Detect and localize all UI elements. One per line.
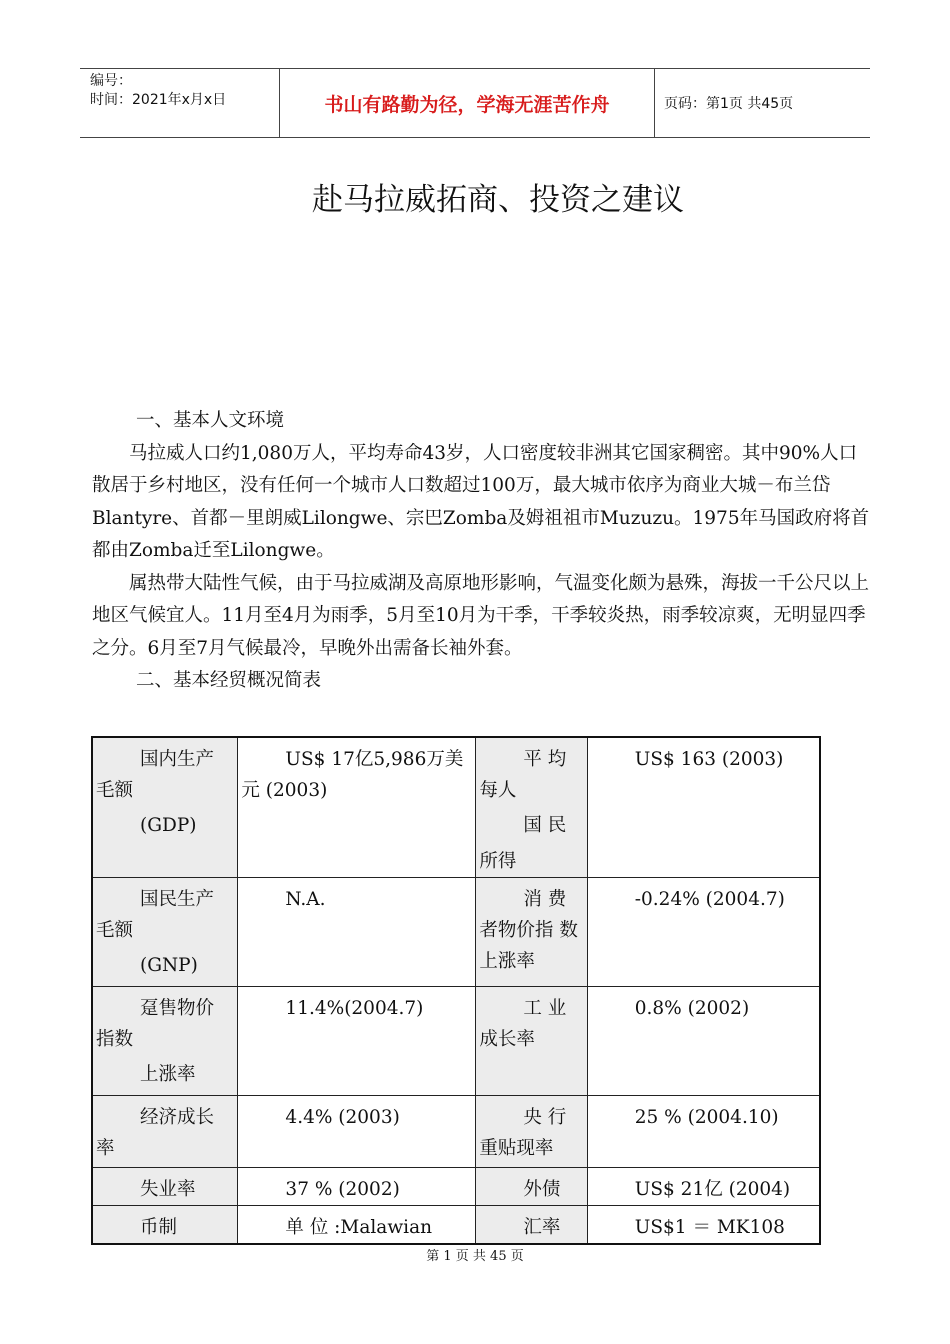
table-label-text: 数上涨率 bbox=[479, 920, 578, 972]
table-value-text: 4.4% (2003) bbox=[285, 1107, 400, 1128]
section-1-heading: 一、基本人文环境 bbox=[136, 410, 285, 431]
table-label-text: 重贴现率 bbox=[479, 1138, 554, 1159]
table-value-text: 25 % (2004.10) bbox=[634, 1107, 779, 1128]
header-page-info: 页码：第1页 共45页 bbox=[664, 96, 794, 112]
table-value-cell bbox=[238, 1096, 476, 1168]
table-label-text: 上涨率 bbox=[140, 1064, 196, 1085]
section-2-heading: 二、基本经贸概况简表 bbox=[136, 670, 322, 691]
header-meta bbox=[80, 69, 280, 137]
table-label-cell bbox=[476, 1168, 587, 1206]
table-label-cell bbox=[92, 878, 238, 987]
table-label-text: 失业率 bbox=[140, 1179, 196, 1200]
table-row bbox=[92, 1096, 820, 1168]
table-label-text: 成长率 bbox=[479, 1029, 535, 1050]
table-value-cell bbox=[587, 737, 820, 878]
table-value-text: US$1 ＝ MK108 bbox=[634, 1217, 785, 1238]
table-value-cell bbox=[587, 987, 820, 1096]
table-value-text: 单 位 :Malawian bbox=[285, 1217, 433, 1238]
table-label-text: 经济成长 bbox=[140, 1107, 215, 1128]
table-label-text: 趸售物价 bbox=[140, 998, 215, 1019]
table-label-cell bbox=[476, 1096, 587, 1168]
table-value-text: US$ 17亿5,986万美元 (2003) bbox=[241, 749, 464, 801]
table-label-cell bbox=[476, 737, 587, 878]
table-label-text: 币制 bbox=[140, 1217, 178, 1238]
table-label-text: 毛额 bbox=[96, 920, 134, 941]
table-value-text: 11.4%(2004.7) bbox=[285, 998, 424, 1019]
header-motto: 书山有路勤为径，学海无涯苦作舟 bbox=[280, 69, 655, 137]
table-value-cell bbox=[587, 878, 820, 987]
table-value-cell bbox=[587, 1168, 820, 1206]
table-label-text: (GDP) bbox=[140, 815, 197, 836]
date-label: 时间：2021年x月x日 bbox=[90, 92, 227, 108]
table-value-text: -0.24% (2004.7) bbox=[634, 889, 785, 910]
table-label-cell bbox=[92, 1096, 238, 1168]
document-title: 赴马拉威拓商、投资之建议 bbox=[312, 182, 684, 218]
economic-overview-table bbox=[91, 736, 821, 1245]
table-label-text: 指数 bbox=[96, 1029, 134, 1050]
table-value-cell bbox=[238, 1168, 476, 1206]
table-row bbox=[92, 1168, 820, 1206]
page-header bbox=[80, 68, 870, 138]
section-1-paragraph-1: 马拉威人口约1,080万人，平均寿命43岁，人口密度较非洲其它国家稠密。其中90%人口散居于乡村地区，没有任何一个城市人口数超过100万，最大城市依序为商业大城－布兰岱Blantyre、首都－里朗威Lilongwe、宗巴Zomba及姆祖祖市Muzuzu。1975年马国政府将首都由Zomba迁至Lilongwe。 bbox=[92, 442, 870, 561]
table-label-cell bbox=[476, 987, 587, 1096]
table-label-text: 者物价指 bbox=[479, 920, 554, 941]
table-value-cell bbox=[587, 1096, 820, 1168]
table-label-cell bbox=[92, 1168, 238, 1206]
page-footer: 第 1 页 共 45 页 bbox=[426, 1249, 524, 1264]
table-label-cell bbox=[92, 737, 238, 878]
table-label-cell bbox=[92, 987, 238, 1096]
number-label: 编号： bbox=[90, 73, 132, 89]
table-label-text: 消 费 bbox=[523, 889, 567, 910]
table-row bbox=[92, 987, 820, 1096]
table-value-cell bbox=[587, 1206, 820, 1245]
table-label-text: 汇率 bbox=[523, 1217, 561, 1238]
table-label-text: 国内生产 bbox=[140, 749, 215, 770]
table-value-cell bbox=[238, 1206, 476, 1245]
table-row bbox=[92, 878, 820, 987]
table-label-text: 率 bbox=[96, 1138, 115, 1159]
table-label-text: (GNP) bbox=[140, 955, 198, 976]
table-label-text: 央 行 bbox=[523, 1107, 567, 1128]
table-row bbox=[92, 1206, 820, 1245]
table-value-text: 37 % (2002) bbox=[285, 1179, 400, 1200]
table-value-text: N.A. bbox=[285, 889, 326, 910]
table-label-text: 国民生产 bbox=[140, 889, 215, 910]
table-label-text: 工 业 bbox=[523, 998, 567, 1019]
section-1-paragraph-2: 属热带大陆性气候，由于马拉威湖及高原地形影响，气温变化颇为悬殊，海拔一千公尺以上地区气候宜人。11月至4月为雨季，5月至10月为干季，干季较炎热，雨季较凉爽，无明显四季之分。6月至7月气候最冷，早晚外出需备长袖外套。 bbox=[92, 572, 870, 659]
table-label-text: 国 民 bbox=[523, 815, 567, 836]
table-label-text: 平 均 bbox=[523, 749, 567, 770]
section-1 bbox=[92, 405, 872, 698]
table-row bbox=[92, 737, 820, 878]
table-value-text: US$ 21亿 (2004) bbox=[634, 1179, 791, 1200]
table-label-text: 每人 bbox=[479, 780, 517, 801]
table-label-cell bbox=[476, 1206, 587, 1245]
table-label-text: 外债 bbox=[523, 1179, 561, 1200]
table-value-cell bbox=[238, 987, 476, 1096]
table-value-cell bbox=[238, 878, 476, 987]
table-value-text: US$ 163 (2003) bbox=[634, 749, 784, 770]
table-label-text: 毛额 bbox=[96, 780, 134, 801]
table-label-cell bbox=[476, 878, 587, 987]
table-label-text: 所得 bbox=[479, 851, 517, 872]
table-value-cell bbox=[238, 737, 476, 878]
table-value-text: 0.8% (2002) bbox=[634, 998, 750, 1019]
table-label-cell bbox=[92, 1206, 238, 1245]
